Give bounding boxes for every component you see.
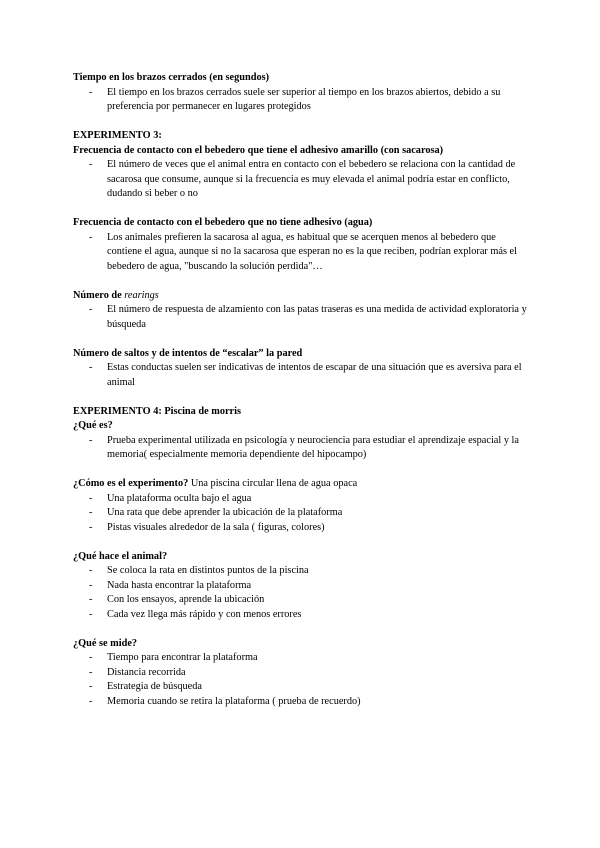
paragraph-spacer xyxy=(73,622,533,637)
paragraph-spacer xyxy=(73,463,533,478)
dash-bullet-icon: - xyxy=(89,681,93,692)
list-item: - Prueba experimental utilizada en psicología y neurociencia para estudiar el aprendizaje espacial y la memoria( especialmente memoria dependiente del hipocampo) xyxy=(89,434,519,460)
paragraph-spacer xyxy=(73,202,533,217)
section-rearings xyxy=(73,289,533,333)
section-heading: Número de saltos y de intentos de “escalar” la pared xyxy=(73,347,303,359)
bullet-list xyxy=(73,651,533,709)
section-closed-arms-time xyxy=(73,71,533,115)
paragraph-spacer xyxy=(73,274,533,289)
section-water-bottle-contact xyxy=(73,216,533,274)
bullet-list xyxy=(73,158,533,202)
section-heading: Tiempo en los brazos cerrados (en segundos) xyxy=(73,72,270,83)
dash-bullet-icon: - xyxy=(89,594,93,605)
bullet-list xyxy=(73,303,533,332)
section-heading: Frecuencia de contacto con el bebedero que no tiene adhesivo (agua) xyxy=(73,217,373,228)
list-item: - El tiempo en los brazos cerrados suele ser superior al tiempo en los brazos abiertos, debido a su preferencia por permanecer en lugares protegidos xyxy=(89,86,501,112)
list-item: - Estrategia de búsqueda xyxy=(73,680,533,695)
experiment-title: EXPERIMENTO 4: Piscina de morris xyxy=(73,405,241,417)
list-item: - El número de veces que el animal entra en contacto con el bebedero se relaciona con la cantidad de sacarosa que consume, aunque si la frecuencia es muy elevada el animal podría estar en conflicto, dudando si beber o no xyxy=(89,159,516,199)
section-heading: ¿Qué hace el animal? xyxy=(73,550,168,562)
bullet-list xyxy=(73,564,533,622)
dash-bullet-icon: - xyxy=(89,159,93,170)
dash-bullet-icon: - xyxy=(89,652,93,663)
list-item: - Pistas visuales alrededor de la sala ( figuras, colores) xyxy=(73,521,533,536)
experiment-title: EXPERIMENTO 3: xyxy=(73,130,162,141)
section-experiment-3-sucrose xyxy=(73,129,533,202)
section-jumps-climbing xyxy=(73,347,533,391)
section-experiment-4-what-is xyxy=(73,405,533,463)
list-item: - Tiempo para encontrar la plataforma xyxy=(73,651,533,666)
section-heading: ¿Qué es? xyxy=(73,420,113,431)
dash-bullet-icon: - xyxy=(89,579,93,591)
paragraph-spacer xyxy=(73,115,533,130)
list-item: - Cada vez llega más rápido y con menos errores xyxy=(73,608,533,623)
dash-bullet-icon: - xyxy=(89,695,93,707)
list-item: - Nada hasta encontrar la plataforma xyxy=(73,579,533,594)
section-what-animal-does xyxy=(73,550,533,623)
dash-bullet-icon: - xyxy=(89,434,93,446)
document-body xyxy=(73,71,533,709)
dash-bullet-icon: - xyxy=(89,231,93,243)
list-item: - Estas conductas suelen ser indicativas de intentos de escapar de una situación que es aversiva para el animal xyxy=(89,362,522,388)
list-item: - Una rata que debe aprender la ubicación de la plataforma xyxy=(73,506,533,521)
dash-bullet-icon: - xyxy=(89,608,93,620)
bullet-list xyxy=(73,492,533,536)
list-item: - Una plataforma oculta bajo el agua xyxy=(73,492,533,507)
bullet-list xyxy=(73,361,533,390)
section-heading: Frecuencia de contacto con el bebedero que tiene el adhesivo amarillo (con sacarosa) xyxy=(73,144,444,156)
section-heading: Número de rearings xyxy=(73,289,159,301)
list-item: - Se coloca la rata en distintos puntos de la piscina xyxy=(73,564,533,579)
paragraph-spacer xyxy=(73,390,533,405)
paragraph-spacer xyxy=(73,332,533,347)
list-item: - Distancia recorrida xyxy=(73,666,533,681)
section-what-is-measured xyxy=(73,637,533,710)
bullet-list xyxy=(73,231,533,275)
dash-bullet-icon: - xyxy=(89,507,93,518)
dash-bullet-icon: - xyxy=(89,492,93,504)
dash-bullet-icon: - xyxy=(89,86,93,98)
dash-bullet-icon: - xyxy=(89,565,93,576)
section-how-experiment xyxy=(73,477,533,535)
list-item: - Memoria cuando se retira la plataforma ( prueba de recuerdo) xyxy=(73,695,533,710)
list-item: - Los animales prefieren la sacarosa al agua, es habitual que se acerquen menos al bebedero que contiene el agua, aunque si no la sacarosa que esperan no es la que reciben, podrían explorar más el bebedero de agua, "buscando la solución perdida"… xyxy=(89,231,517,272)
section-heading: ¿Cómo es el experimento? Una piscina circular llena de agua opaca xyxy=(73,478,358,489)
paragraph-spacer xyxy=(73,535,533,550)
dash-bullet-icon: - xyxy=(89,362,93,373)
list-item: - El número de respuesta de alzamiento con las patas traseras es una medida de actividad exploratoria y búsqueda xyxy=(89,304,527,330)
dash-bullet-icon: - xyxy=(89,521,93,533)
list-item: - Con los ensayos, aprende la ubicación xyxy=(73,593,533,608)
dash-bullet-icon: - xyxy=(89,304,93,315)
section-heading: ¿Qué se mide? xyxy=(73,637,138,649)
bullet-list xyxy=(73,86,533,115)
bullet-list xyxy=(73,434,533,463)
dash-bullet-icon: - xyxy=(89,666,93,678)
